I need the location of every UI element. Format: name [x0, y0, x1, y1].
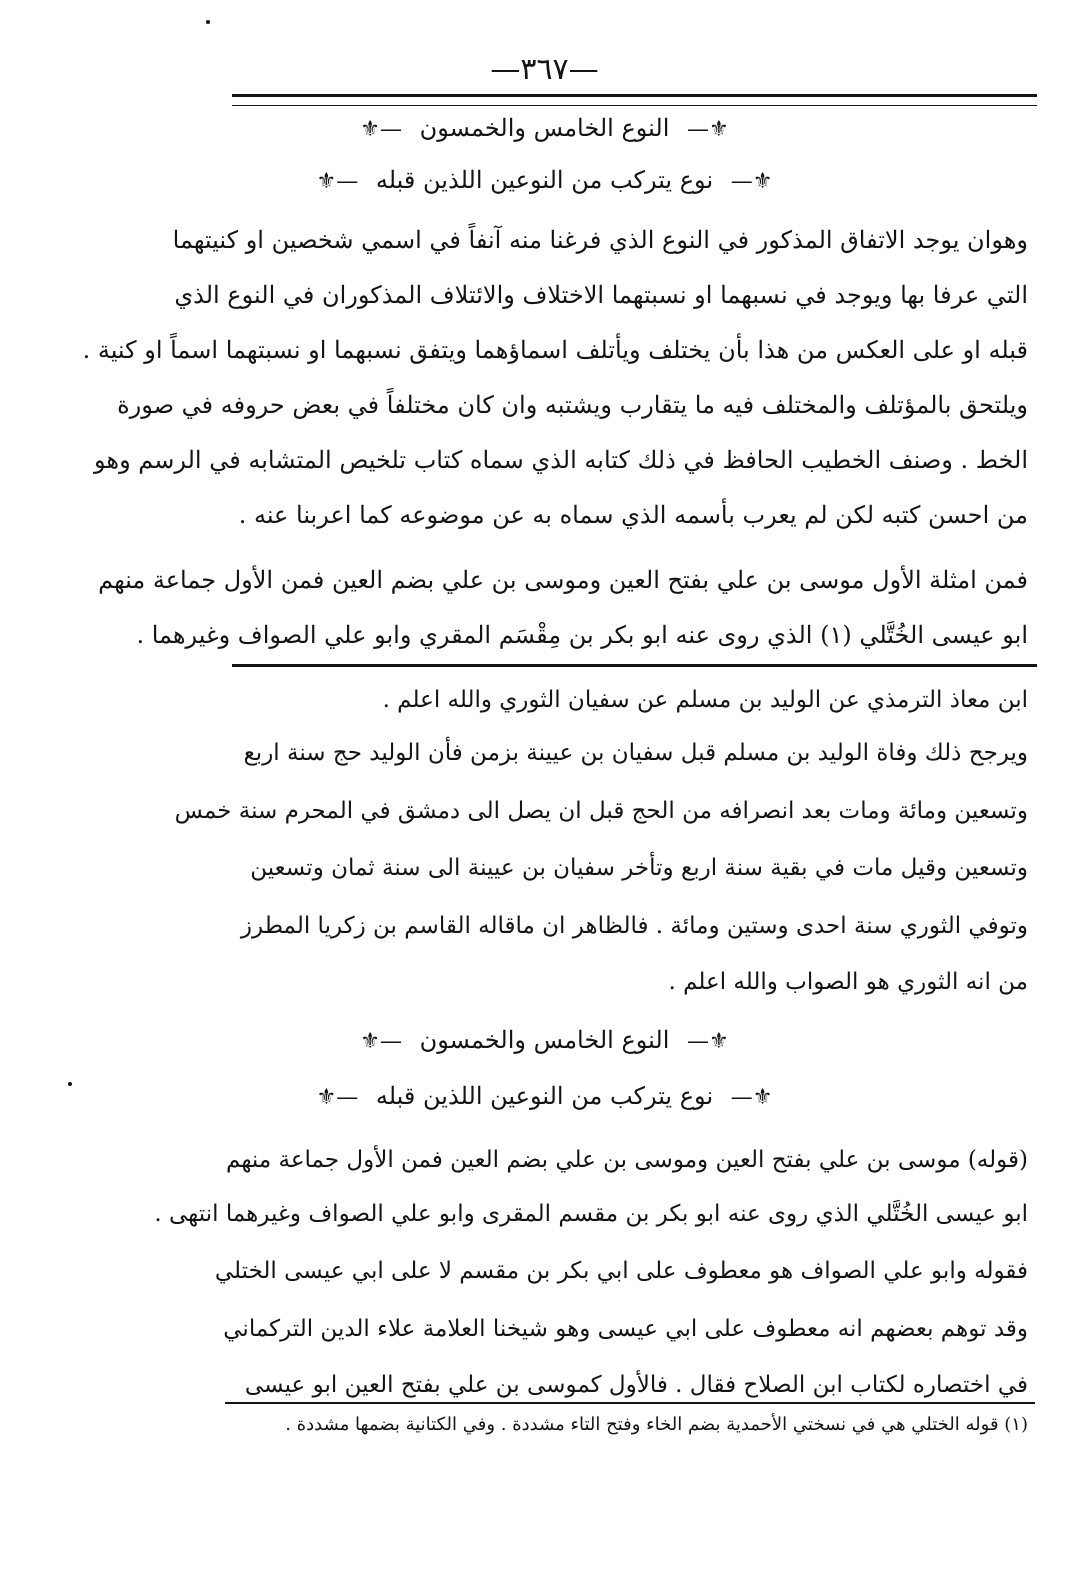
- section-title-text: النوع الخامس والخمسون: [419, 1026, 670, 1054]
- section-title: [0, 1020, 1089, 1062]
- text-line: وتوفي الثوري سنة احدى وستين ومائة . فالظاهر ان ماقاله القاسم بن زكريا المطرز: [240, 913, 1028, 939]
- text-line: في اختصاره لكتاب ابن الصلاح فقال . فالأول كموسى بن علي بفتح العين ابو عيسى: [244, 1372, 1028, 1398]
- text-line: ابو عيسى الخُتَّلي (١) الذي روى عنه ابو بكر بن مِقْسَم المقري وابو علي الصواف وغيرهما .: [136, 621, 1028, 649]
- scan-speck: [206, 20, 210, 24]
- section-subtitle: [0, 160, 1089, 202]
- ornament-icon: ⚜—: [730, 1085, 773, 1110]
- text-line: الخط . وصنف الخطيب الحافظ في ذلك كتابه الذي سماه كتاب تلخيص المتشابه في الرسم وهو: [94, 446, 1028, 474]
- text-line: من احسن كتبه لكن لم يعرب بأسمه الذي سماه به عن موضوعه كما اعربنا عنه .: [238, 501, 1028, 529]
- ornament-icon: ⚜—: [687, 117, 729, 142]
- ornament-icon: —⚜: [360, 1029, 402, 1054]
- section-title: [0, 108, 1089, 150]
- text-line: وقد توهم بعضهم انه معطوف على ابي عيسى وهو شيخنا العلامة علاء الدين التركماني: [223, 1316, 1028, 1342]
- text-line: ويرجح ذلك وفاة الوليد بن مسلم قبل سفيان بن عيينة بزمن فأن الوليد حج سنة اربع: [243, 740, 1028, 766]
- text-line: من انه الثوري هو الصواب والله اعلم .: [668, 969, 1028, 995]
- page-number: —٣٦٧—: [490, 52, 599, 87]
- text-line: (قوله) موسى بن علي بفتح العين وموسى بن علي بضم العين فمن الأول جماعة منهم: [226, 1147, 1028, 1173]
- ornament-icon: —⚜: [360, 117, 402, 142]
- text-line: التي عرفا بها ويوجد في نسبهما او نسبتهما الاختلاف والائتلاف المذكوران في النوع الذي: [174, 281, 1028, 309]
- text-line: قبله او على العكس من هذا بأن يختلف ويأتلف اسماؤهما ويتفق نسبهما او نسبتهما اسماً او كنية .: [82, 336, 1028, 364]
- text-line: فمن امثلة الأول موسى بن علي بفتح العين وموسى بن علي بضم العين فمن الأول جماعة منهم: [98, 566, 1028, 594]
- ornament-icon: —⚜: [316, 1085, 359, 1110]
- section-subtitle-text: نوع يتركب من النوعين اللذين قبله: [375, 1082, 714, 1110]
- section-divider: [232, 664, 1037, 667]
- text-line: ابن معاذ الترمذي عن الوليد بن مسلم عن سفيان الثوري والله اعلم .: [382, 687, 1028, 713]
- text-line: ابو عيسى الخُتَّلي الذي روى عنه ابو بكر بن مقسم المقرى وابو علي الصواف وغيرهما انتهى .: [154, 1201, 1028, 1227]
- header-rule: [232, 94, 1037, 106]
- ornament-icon: —⚜: [316, 169, 359, 194]
- text-line: وهوان يوجد الاتفاق المذكور في النوع الذي فرغنا منه آنفاً في اسمي شخصين او كنيتهما: [172, 226, 1028, 254]
- section-subtitle-text: نوع يتركب من النوعين اللذين قبله: [375, 166, 714, 194]
- section-subtitle: [0, 1076, 1089, 1118]
- ornament-icon: ⚜—: [687, 1029, 729, 1054]
- footnote: (١) قوله الختلي هي في نسختي الأحمدية بضم الخاء وفتح التاء مشددة . وفي الكتانية بضمها مشددة .: [285, 1414, 1028, 1435]
- text-line: فقوله وابو علي الصواف هو معطوف على ابي بكر بن مقسم لا على ابي عيسى الختلي: [214, 1258, 1028, 1284]
- text-line: وتسعين ومائة ومات بعد انصرافه من الحج قبل ان يصل الى دمشق في المحرم سنة خمس: [174, 798, 1028, 824]
- ornament-icon: ⚜—: [730, 169, 773, 194]
- footnote-rule: [225, 1402, 1035, 1404]
- text-line: ويلتحق بالمؤتلف والمختلف فيه ما يتقارب ويشتبه وان كان مختلفاً في بعض حروفه في صورة: [117, 391, 1028, 419]
- text-line: وتسعين وقيل مات في بقية سنة اربع وتأخر سفيان بن عيينة الى سنة ثمان وتسعين: [250, 855, 1028, 881]
- section-title-text: النوع الخامس والخمسون: [419, 114, 670, 142]
